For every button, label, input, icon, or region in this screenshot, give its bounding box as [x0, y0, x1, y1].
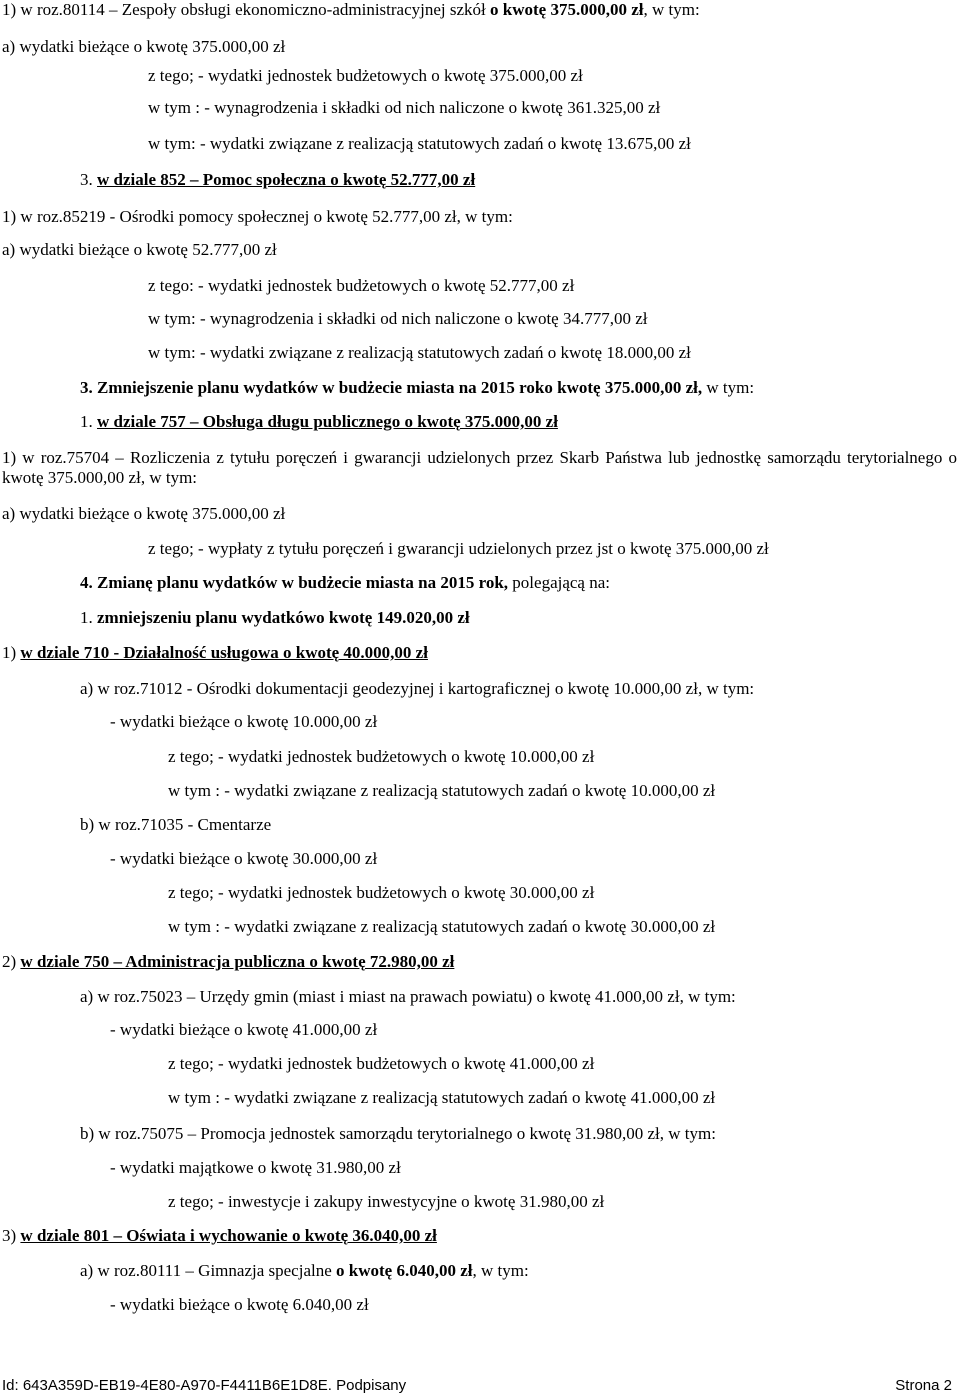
text-paragraph: 1) w roz.75704 – Rozliczenia z tytułu poręczeń i gwarancji udzielonych przez Skarb Państwa lub jednostkę samorządu terytorialnego o kwotę 375.000,00 zł, w tym: — [2, 448, 957, 487]
text-line: w tym: - wydatki związane z realizacją statutowych zadań o kwotę 18.000,00 zł — [148, 343, 691, 362]
text-line: z tego; - inwestycje i zakupy inwestycyjne o kwotę 31.980,00 zł — [168, 1192, 605, 1211]
text-line: 1) w roz.85219 - Ośrodki pomocy społecznej o kwotę 52.777,00 zł, w tym: — [2, 207, 513, 226]
text-line: z tego; - wydatki jednostek budżetowych o kwotę 30.000,00 zł — [168, 883, 595, 902]
section-heading: 1. zmniejszeniu planu wydatkówo kwotę 149.020,00 zł — [80, 608, 470, 627]
text-line: 1) w roz.80114 – Zespoły obsługi ekonomiczno-administracyjnej szkół o kwotę 375.000,00 zł, w tym: — [2, 0, 700, 19]
text-line: a) w roz.80111 – Gimnazja specjalne o kwotę 6.040,00 zł, w tym: — [80, 1261, 529, 1280]
text-line: - wydatki majątkowe o kwotę 31.980,00 zł — [110, 1158, 401, 1177]
section-heading: 3. w dziale 852 – Pomoc społeczna o kwotę 52.777,00 zł — [80, 170, 476, 189]
section-heading: 4. Zmianę planu wydatków w budżecie miasta na 2015 rok, polegającą na: — [80, 573, 610, 592]
section-heading: 3) w dziale 801 – Oświata i wychowanie o kwotę 36.040,00 zł — [2, 1226, 437, 1245]
text-line: w tym : - wydatki związane z realizacją statutowych zadań o kwotę 41.000,00 zł — [168, 1088, 716, 1107]
text-line: z tego; - wypłaty z tytułu poręczeń i gwarancji udzielonych przez jst o kwotę 375.000,00 zł — [148, 539, 769, 558]
text-line: a) wydatki bieżące o kwotę 52.777,00 zł — [2, 240, 277, 259]
text-line: z tego: - wydatki jednostek budżetowych o kwotę 52.777,00 zł — [148, 276, 575, 295]
text-line: - wydatki bieżące o kwotę 6.040,00 zł — [110, 1295, 369, 1314]
text-line: a) w roz.75023 – Urzędy gmin (miast i miast na prawach powiatu) o kwotę 41.000,00 zł, w tym: — [80, 987, 736, 1006]
text-line: a) wydatki bieżące o kwotę 375.000,00 zł — [2, 504, 286, 523]
section-heading: 1. w dziale 757 – Obsługa długu publicznego o kwotę 375.000,00 zł — [80, 412, 558, 431]
text-line: a) wydatki bieżące o kwotę 375.000,00 zł — [2, 37, 286, 56]
text-line: - wydatki bieżące o kwotę 30.000,00 zł — [110, 849, 378, 868]
text-line: b) w roz.71035 - Cmentarze — [80, 815, 272, 834]
section-heading: 1) w dziale 710 - Działalność usługowa o kwotę 40.000,00 zł — [2, 643, 428, 662]
text-line: - wydatki bieżące o kwotę 41.000,00 zł — [110, 1020, 378, 1039]
page-number: Strona 2 — [895, 1377, 952, 1394]
text-line: z tego; - wydatki jednostek budżetowych o kwotę 375.000,00 zł — [148, 66, 583, 85]
section-heading: 2) w dziale 750 – Administracja publiczna o kwotę 72.980,00 zł — [2, 952, 455, 971]
text-line: b) w roz.75075 – Promocja jednostek samorządu terytorialnego o kwotę 31.980,00 zł, w tym: — [80, 1124, 716, 1143]
text-line: w tym : - wydatki związane z realizacją statutowych zadań o kwotę 10.000,00 zł — [168, 781, 716, 800]
text-line: - wydatki bieżące o kwotę 10.000,00 zł — [110, 712, 378, 731]
text-line: a) w roz.71012 - Ośrodki dokumentacji geodezyjnej i kartograficznej o kwotę 10.000,00 zł, w tym: — [80, 679, 755, 698]
text-line: z tego; - wydatki jednostek budżetowych o kwotę 41.000,00 zł — [168, 1054, 595, 1073]
section-heading: 3. Zmniejszenie planu wydatków w budżecie miasta na 2015 roko kwotę 375.000,00 zł, w tym: — [80, 378, 755, 397]
text-line: w tym : - wydatki związane z realizacją statutowych zadań o kwotę 30.000,00 zł — [168, 917, 716, 936]
text-line: w tym: - wydatki związane z realizacją statutowych zadań o kwotę 13.675,00 zł — [148, 134, 691, 153]
text-line: z tego; - wydatki jednostek budżetowych o kwotę 10.000,00 zł — [168, 747, 595, 766]
text-line: w tym : - wynagrodzenia i składki od nich naliczone o kwotę 361.325,00 zł — [148, 98, 661, 117]
document-id: Id: 643A359D-EB19-4E80-A970-F4411B6E1D8E. Podpisany — [2, 1377, 407, 1394]
text-line: w tym: - wynagrodzenia i składki od nich naliczone o kwotę 34.777,00 zł — [148, 309, 648, 328]
